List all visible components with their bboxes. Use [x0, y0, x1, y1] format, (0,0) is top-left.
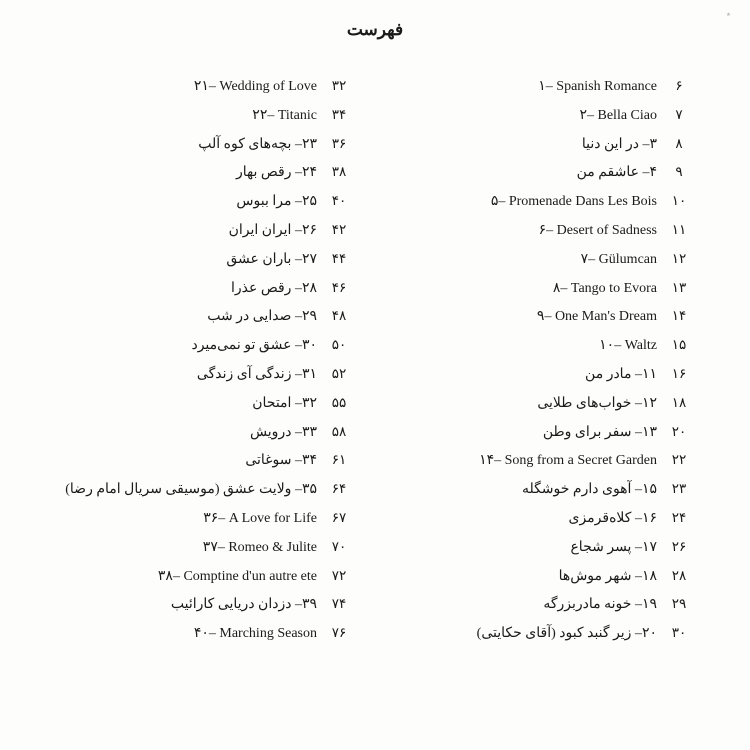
toc-page-number: ۱۲: [671, 250, 687, 266]
toc-entry-title: ۷– Gülumcan: [580, 251, 657, 267]
toc-row: [49, 366, 361, 395]
toc-page-number: ۱۸: [671, 394, 687, 410]
toc-entry-title: ۱۳– سفر برای وطن: [542, 424, 657, 440]
toc-page-number: ۷۰: [331, 538, 347, 554]
toc-row: [49, 107, 361, 136]
toc-entry-title: ۳۱– زندگی آی زندگی: [196, 366, 317, 382]
toc-page-number: ۴۸: [331, 308, 347, 324]
toc-page-number: ۳۲: [331, 78, 347, 93]
toc-row: [49, 136, 361, 165]
toc-row: [49, 251, 361, 280]
toc-entry-title: ۱۲– خواب‌های طلایی: [537, 395, 657, 411]
toc-page-number: ۷: [675, 106, 683, 122]
toc-row: [389, 251, 701, 280]
toc-entry-title: ۹– One Man's Dream: [536, 309, 657, 325]
toc-entry-title: ۳۸– Comptine d'un autre ete: [157, 568, 317, 584]
toc-row: [389, 596, 701, 625]
toc-page-number: ۶۴: [331, 481, 347, 497]
toc-entry-title: ۳۳– درویش: [249, 424, 317, 440]
toc-row: [49, 395, 361, 424]
toc-entry-title: ۲۵– مرا ببوس: [236, 194, 317, 210]
toc-row: [389, 481, 701, 510]
toc-row: [389, 625, 701, 654]
page-title: فهرست: [346, 20, 404, 39]
toc-row: [49, 193, 361, 222]
toc-page-number: ۳۶: [331, 135, 347, 151]
toc-entry-title: ۵– Promenade Dans Les Bois: [490, 194, 657, 210]
toc-entry-title: ۲۶– ایران ایران: [228, 222, 317, 238]
toc-entry-title: ۲۰– زیر گنبد کبود (آقای حکایتی): [476, 626, 657, 642]
toc-entry-title: ۲۹– صدایی در شب: [207, 309, 317, 325]
toc-row: [389, 107, 701, 136]
toc-page-number: ۴۶: [331, 279, 347, 295]
toc-column-right: [375, 78, 715, 654]
toc-row: [389, 337, 701, 366]
toc-page-number: ۷۶: [331, 625, 347, 641]
toc-row: [389, 395, 701, 424]
toc-page-number: ۸: [675, 135, 683, 151]
toc-row: [49, 280, 361, 309]
toc-entry-title: ۳– در این دنیا: [581, 136, 657, 152]
toc-entry-title: ۲۴– رقص بهار: [235, 165, 317, 181]
toc-row: [49, 539, 361, 568]
toc-entry-title: ۱۹– خونه مادربزرگه: [543, 597, 657, 613]
corner-mark: ٭: [726, 9, 731, 19]
toc-page-number: ۶: [675, 78, 683, 93]
toc-page-number: ۲۶: [671, 538, 687, 554]
toc-row: [49, 510, 361, 539]
toc-page-number: ۲۴: [671, 509, 687, 525]
toc-entry-title: ۲۷– باران عشق: [226, 251, 317, 267]
toc-page-number: ۷۲: [331, 567, 347, 583]
toc-page-number: ۳۰: [671, 625, 687, 641]
toc-page-number: ۲۳: [671, 481, 687, 497]
toc-row: [389, 222, 701, 251]
toc-entry-title: ۳۶– A Love for Life: [203, 510, 317, 526]
toc-entry-title: ۳۰– عشق تو نمی‌میرد: [191, 338, 317, 354]
toc-entry-title: ۳۴– سوغاتی: [245, 453, 317, 469]
toc-page-number: ۲۰: [671, 423, 687, 439]
toc-row: [389, 510, 701, 539]
toc-entry-title: ۳۷– Romeo & Julite: [202, 539, 317, 555]
toc-row: [49, 164, 361, 193]
toc-page-number: ۲۹: [671, 596, 687, 612]
toc-row: [389, 136, 701, 165]
toc-row: [389, 164, 701, 193]
toc-entry-title: ۱– Spanish Romance: [538, 79, 657, 94]
toc-entry-title: ۳۹– دزدان دریایی کارائیب: [170, 597, 317, 613]
toc-row: [49, 568, 361, 597]
toc-row: [389, 280, 701, 309]
toc-entry-title: ۴– عاشقم من: [576, 165, 657, 181]
table-of-contents: [0, 78, 750, 654]
toc-page-number: ۴۴: [331, 250, 347, 266]
toc-entry-title: ۱۷– پسر شجاع: [570, 539, 657, 555]
toc-page-number: ۳۴: [331, 106, 347, 122]
toc-row: [389, 539, 701, 568]
toc-page-number: ۹: [675, 164, 683, 180]
toc-page-number: ۱۵: [671, 337, 687, 353]
toc-page-number: ۱۱: [671, 221, 687, 237]
toc-page-number: ۲۸: [671, 567, 687, 583]
toc-entry-title: ۱۰– Waltz: [599, 338, 657, 354]
toc-row: [49, 596, 361, 625]
toc-entry-title: ۱۱– مادر من: [585, 366, 657, 382]
toc-page-number: ۷۴: [331, 596, 347, 612]
toc-row: [389, 193, 701, 222]
toc-entry-title: ۲۲– Titanic: [252, 107, 317, 123]
toc-row: [389, 78, 701, 107]
toc-row: [389, 366, 701, 395]
toc-page-number: ۱۳: [671, 279, 687, 295]
toc-column-left: [35, 78, 375, 654]
toc-page-number: ۵۸: [331, 423, 347, 439]
toc-page-number: ۱۴: [671, 308, 687, 324]
toc-row: [49, 424, 361, 453]
toc-page-number: ۲۲: [671, 452, 687, 468]
toc-page-number: ۴۲: [331, 221, 347, 237]
toc-row: [49, 308, 361, 337]
toc-entry-title: ۱۶– کلاه‌قرمزی: [568, 510, 657, 526]
toc-row: [49, 481, 361, 510]
toc-entry-title: ۱۵– آهوی دارم خوشگله: [521, 482, 657, 498]
toc-row: [49, 222, 361, 251]
toc-entry-title: ۱۸– شهر موش‌ها: [558, 568, 657, 584]
toc-entry-title: ۸– Tango to Evora: [552, 280, 657, 296]
toc-page-number: ۱۰: [671, 193, 687, 209]
toc-row: [49, 625, 361, 654]
toc-page-number: ۴۰: [331, 193, 347, 209]
toc-page-number: ۵۵: [331, 394, 347, 410]
toc-row: [389, 452, 701, 481]
toc-page-number: ۳۸: [331, 164, 347, 180]
toc-row: [389, 308, 701, 337]
toc-entry-title: ۲– Bella Ciao: [579, 107, 657, 123]
toc-entry-title: ۲۱– Wedding of Love: [193, 79, 317, 94]
toc-entry-title: ۲۳– بچه‌های کوه آلپ: [198, 136, 317, 152]
toc-page-number: ۶۱: [331, 452, 347, 468]
toc-entry-title: ۳۲– امتحان: [252, 395, 317, 411]
toc-entry-title: ۶– Desert of Sadness: [538, 222, 657, 238]
toc-entry-title: ۳۵– ولایت عشق (موسیقی سریال امام رضا): [65, 482, 317, 498]
toc-row: [49, 337, 361, 366]
toc-page-number: ۶۷: [331, 509, 347, 525]
toc-entry-title: ۱۴– Song from a Secret Garden: [479, 453, 657, 469]
toc-entry-title: ۴۰– Marching Season: [193, 626, 317, 642]
toc-row: [49, 452, 361, 481]
toc-page-number: ۱۶: [671, 365, 687, 381]
toc-row: [389, 568, 701, 597]
toc-page-number: ۵۲: [331, 365, 347, 381]
toc-row: [49, 78, 361, 107]
toc-row: [389, 424, 701, 453]
toc-entry-title: ۲۸– رقص عذرا: [230, 280, 317, 296]
toc-page-number: ۵۰: [331, 337, 347, 353]
